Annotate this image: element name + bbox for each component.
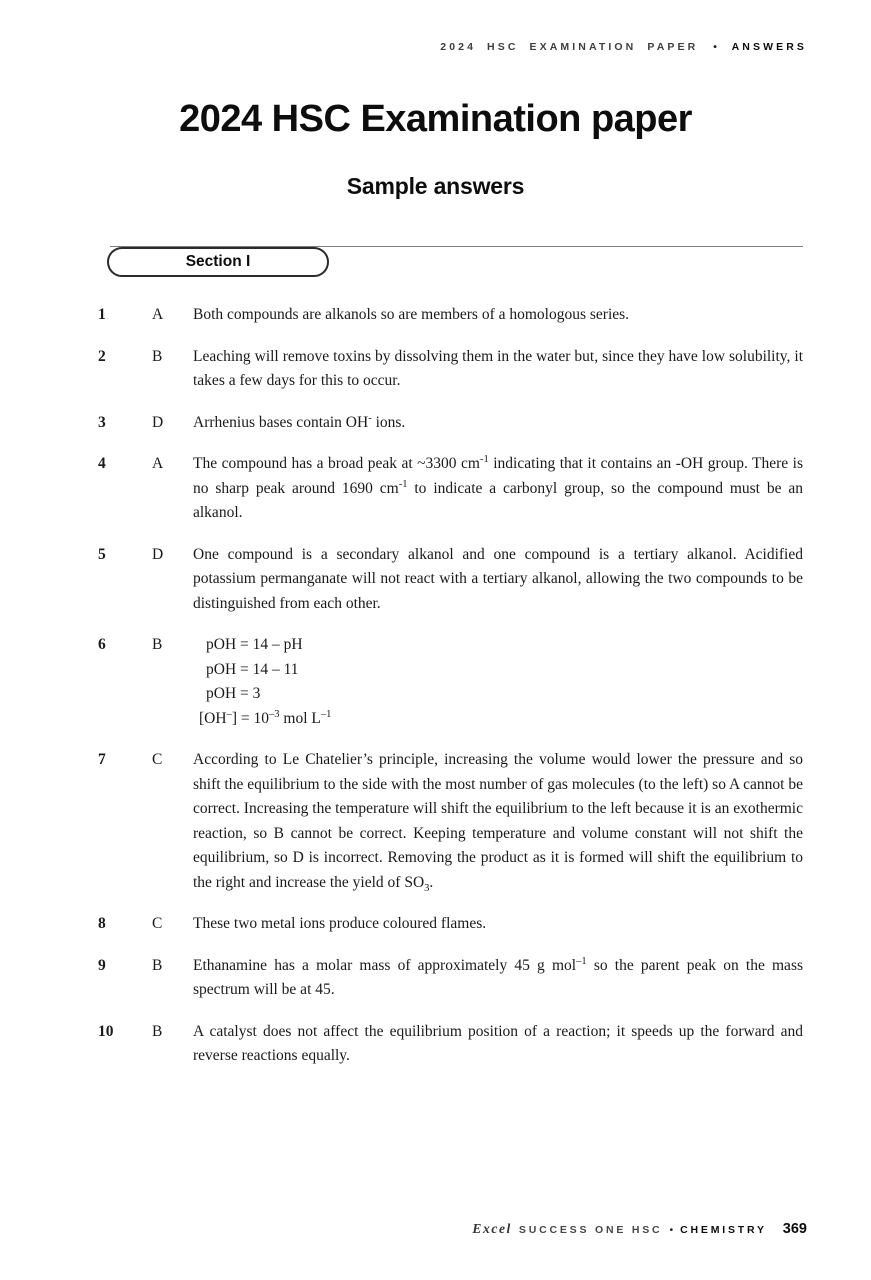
answer-letter: B <box>152 347 163 365</box>
bullet-separator-icon: • <box>669 1224 674 1236</box>
answer-explanation: A catalyst does not affect the equilibrium position of a reaction; it speeds up the forward and reverse reactions equally. <box>193 1022 803 1064</box>
answers-list <box>98 303 803 1086</box>
answer-letter: C <box>152 751 163 768</box>
page-footer <box>472 1221 807 1237</box>
question-number: 8 <box>98 915 106 932</box>
question-number: 7 <box>98 751 106 768</box>
bullet-separator-icon: • <box>713 41 717 53</box>
section-pill <box>107 247 329 277</box>
equation-line: pOH = 14 – pH <box>206 636 303 653</box>
question-number: 9 <box>98 956 106 974</box>
running-head-text: 2024 HSC EXAMINATION PAPER <box>440 41 699 53</box>
answer-letter: D <box>152 545 164 563</box>
question-number: 3 <box>98 413 106 431</box>
equation-line: $[OH^-] = 10^{-3}$ mol $L^{-1}$ <box>199 708 332 727</box>
equation-line: pOH = 14 – 11 <box>206 660 299 678</box>
answer-item <box>98 912 803 937</box>
question-number: 4 <box>98 455 106 472</box>
answer-explanation: Both compounds are alkanols so are members of a homologous series. <box>193 306 630 323</box>
equation-line: pOH = 3 <box>206 685 261 702</box>
answer-letter: B <box>152 1022 163 1040</box>
running-head <box>440 41 807 53</box>
question-number: 6 <box>98 636 106 653</box>
answer-item <box>98 543 803 617</box>
answer-explanation: According to Le Chatelier’s principle, increasing the volume would lower the pressure and so shift the equilibrium to the side with the most number of gas molecules (to the left) so A cannot be correct. Increasing the temperature will shift the equilibrium to the left because it is an exothermic reaction, so B cannot be correct. Keeping temperature and volume constant will not shift the equilibrium, so D is incorrect. Removing the product as it is formed will shift the equilibrium to the right and increase the yield of $SO_3$. <box>193 751 803 894</box>
answer-explanation: These two metal ions produce coloured flames. <box>193 915 487 932</box>
answer-item <box>98 411 803 436</box>
answer-letter: A <box>152 306 164 323</box>
answer-letter: B <box>152 636 163 653</box>
footer-subject: CHEMISTRY <box>680 1224 767 1236</box>
answer-letter: D <box>152 413 164 431</box>
answer-explanation: Arrhenius bases contain OH- ions. <box>193 412 406 431</box>
answer-explanation: Leaching will remove toxins by dissolving them in the water but, since they have low solubility, it takes a few days for this to occur. <box>193 347 803 389</box>
answer-explanation: Ethanamine has a molar mass of approximately 45 g mol$^{-1}$ so the parent peak on the mass spectrum will be at 45. <box>193 955 804 998</box>
question-number: 10 <box>98 1022 114 1040</box>
question-number: 1 <box>98 306 106 323</box>
answer-item <box>98 345 803 394</box>
answer-explanation <box>193 633 803 731</box>
answer-explanation: The compound has a broad peak at ~3300 $cm^{-1}$ indicating that it contains an -OH group. There is no sharp peak around 1690 $cm^{-1}$ to indicate a carbonyl group, so the compound must be an alkanol. <box>193 453 803 521</box>
page-title: 2024 HSC Examination paper <box>179 98 692 140</box>
answer-letter: B <box>152 956 163 974</box>
page-subtitle: Sample answers <box>346 173 525 199</box>
answer-item <box>98 633 803 731</box>
section-label: Section I <box>185 253 251 270</box>
answer-item <box>98 303 803 328</box>
answer-item <box>98 748 803 895</box>
answer-item <box>98 954 803 1003</box>
answer-letter: A <box>152 455 164 472</box>
question-number: 5 <box>98 545 106 563</box>
footer-brand: Excel <box>472 1221 512 1236</box>
answer-explanation: One compound is a secondary alkanol and one compound is a tertiary alkanol. Acidified potassium permanganate will not react with a tertiary alkanol, allowing the two compounds to be distinguished from each other. <box>193 545 803 612</box>
answer-letter: C <box>152 915 163 932</box>
answer-item <box>98 1020 803 1069</box>
question-number: 2 <box>98 347 106 365</box>
footer-series: SUCCESS ONE HSC <box>518 1224 663 1236</box>
page-number: 369 <box>782 1221 807 1237</box>
running-head-answers-label: ANSWERS <box>731 41 807 53</box>
answer-item <box>98 452 803 526</box>
